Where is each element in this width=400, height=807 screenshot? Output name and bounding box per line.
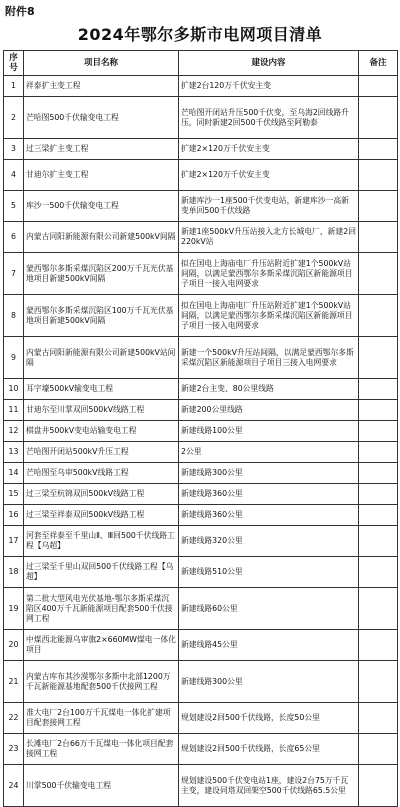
row-remark <box>359 160 398 191</box>
row-content: 新建线路60公里 <box>179 588 359 630</box>
row-remark <box>359 484 398 505</box>
row-name: 过三梁至祥泰双回500kV线路工程 <box>24 505 179 526</box>
attachment-label: 附件8 <box>5 5 35 18</box>
row-remark <box>359 295 398 337</box>
page-title: 2024年鄂尔多斯市电网项目清单 <box>77 25 323 44</box>
row-seq: 23 <box>4 734 24 765</box>
table-row <box>4 442 398 463</box>
table-row <box>4 557 398 588</box>
table-row <box>4 588 398 630</box>
row-remark <box>359 337 398 379</box>
row-remark <box>359 191 398 222</box>
table-row <box>4 76 398 97</box>
row-content: 新建线路100公里 <box>179 421 359 442</box>
row-remark <box>359 139 398 160</box>
row-seq: 15 <box>4 484 24 505</box>
row-remark <box>359 463 398 484</box>
row-seq: 17 <box>4 526 24 557</box>
row-name: 过三梁至杭锦双回500kV线路工程 <box>24 484 179 505</box>
header-name: 项目名称 <box>24 51 179 76</box>
table-row <box>4 379 398 400</box>
row-seq: 21 <box>4 661 24 703</box>
row-content: 新建线路360公里 <box>179 505 359 526</box>
row-seq: 5 <box>4 191 24 222</box>
row-seq: 11 <box>4 400 24 421</box>
row-content: 新建库沙一1座500千伏变电站，新建库沙一高新变单回500千伏线路 <box>179 191 359 222</box>
header-remark: 备注 <box>359 51 398 76</box>
row-content: 新建2台主变、80公里线路 <box>179 379 359 400</box>
row-remark <box>359 526 398 557</box>
row-remark <box>359 661 398 703</box>
row-content: 规划建设500千伏变电站1座，建设2台75万千瓦主变，建设同塔双回架空500千伏线路65.5公里 <box>179 765 359 807</box>
table-row <box>4 734 398 765</box>
table-row <box>4 463 398 484</box>
table-row <box>4 295 398 337</box>
row-content: 拟在国电上海庙电厂升压站附近扩建1个500kV站间隔，以满足蒙西鄂尔多斯采煤沉陷区新能源项目子项目一接入电网要求 <box>179 295 359 337</box>
table-row <box>4 505 398 526</box>
row-name: 第二批大型风电光伏基地-鄂尔多斯采煤沉陷区400万千瓦新能源项目配套500千伏接网工程 <box>24 588 179 630</box>
table-row <box>4 661 398 703</box>
row-content: 新建线路360公里 <box>179 484 359 505</box>
table-row <box>4 421 398 442</box>
row-seq: 18 <box>4 557 24 588</box>
row-content: 新建线路300公里 <box>179 661 359 703</box>
row-content: 规划建设2回500千伏线路，长度65公里 <box>179 734 359 765</box>
row-seq: 6 <box>4 222 24 253</box>
row-remark <box>359 505 398 526</box>
table-row <box>4 630 398 661</box>
row-name: 芒哈图500千伏输变电工程 <box>24 97 179 139</box>
row-remark <box>359 379 398 400</box>
table-row <box>4 484 398 505</box>
header-seq: 序号 <box>4 51 24 76</box>
table-row <box>4 160 398 191</box>
project-table <box>3 50 398 807</box>
row-remark <box>359 253 398 295</box>
header-content: 建设内容 <box>179 51 359 76</box>
row-remark <box>359 442 398 463</box>
row-content: 新建一个500kV升压站间隔，以满足蒙西鄂尔多斯采煤沉陷区新能源项目子项目三接入电网要求 <box>179 337 359 379</box>
row-name: 川掌500千伏输变电工程 <box>24 765 179 807</box>
row-name: 芒哈图至乌审500kV线路工程 <box>24 463 179 484</box>
row-name: 过三梁至千里山双回500千伏线路工程【乌超】 <box>24 557 179 588</box>
row-name: 甘迪尔至川掌双回500kV线路工程 <box>24 400 179 421</box>
row-seq: 4 <box>4 160 24 191</box>
table-row <box>4 139 398 160</box>
row-content: 新建线路45公里 <box>179 630 359 661</box>
row-remark <box>359 222 398 253</box>
row-seq: 13 <box>4 442 24 463</box>
table-row <box>4 222 398 253</box>
row-seq: 3 <box>4 139 24 160</box>
row-name: 蒙西鄂尔多斯采煤沉陷区200万千瓦光伏基地项目新建500kV间隔 <box>24 253 179 295</box>
row-seq: 8 <box>4 295 24 337</box>
row-name: 内蒙古同阳新能源有限公司新建500kV站间隔 <box>24 337 179 379</box>
row-seq: 22 <box>4 703 24 734</box>
row-seq: 12 <box>4 421 24 442</box>
row-seq: 24 <box>4 765 24 807</box>
row-remark <box>359 588 398 630</box>
row-name: 内蒙古同阳新能源有限公司新建500kV间隔 <box>24 222 179 253</box>
row-name: 长滩电厂2台66万千瓦煤电一体化项目配套接网工程 <box>24 734 179 765</box>
row-remark <box>359 734 398 765</box>
table-row <box>4 765 398 807</box>
row-seq: 19 <box>4 588 24 630</box>
row-remark <box>359 557 398 588</box>
row-name: 耳字壕500kV输变电工程 <box>24 379 179 400</box>
row-remark <box>359 97 398 139</box>
row-content: 新建线路300公里 <box>179 463 359 484</box>
row-name: 库沙一500千伏输变电工程 <box>24 191 179 222</box>
row-seq: 10 <box>4 379 24 400</box>
row-content: 新建线路320公里 <box>179 526 359 557</box>
row-seq: 2 <box>4 97 24 139</box>
row-remark <box>359 630 398 661</box>
row-content: 芒哈图开闭站升压500千伏变，至乌海2回线路升压，同时新建2回500千伏线路至阿勒泰 <box>179 97 359 139</box>
row-name: 内蒙古库布其沙漠鄂尔多斯中北部1200万千瓦新能源基地配套500千伏接网工程 <box>24 661 179 703</box>
row-name: 棋盘井500kV变电站输变电工程 <box>24 421 179 442</box>
table-header-row <box>4 51 398 76</box>
row-seq: 1 <box>4 76 24 97</box>
row-content: 2公里 <box>179 442 359 463</box>
row-seq: 16 <box>4 505 24 526</box>
row-content: 拟在国电上海庙电厂升压站附近扩建1个500kV站间隔，以满足蒙西鄂尔多斯采煤沉陷区新能源项目子项目一接入电网要求 <box>179 253 359 295</box>
row-name: 祥泰扩主变工程 <box>24 76 179 97</box>
row-name: 河套至祥泰至千里山Ⅱ、Ⅲ回500千伏线路工程【乌超】 <box>24 526 179 557</box>
table-row <box>4 703 398 734</box>
row-content: 新建1座500kV升压站接入北方长城电厂，新建2回220kV站 <box>179 222 359 253</box>
row-name: 中煤西北能源乌审旗2×660MW煤电一体化项目 <box>24 630 179 661</box>
row-seq: 9 <box>4 337 24 379</box>
row-remark <box>359 400 398 421</box>
table-row <box>4 253 398 295</box>
table-row <box>4 97 398 139</box>
row-remark <box>359 421 398 442</box>
row-remark <box>359 765 398 807</box>
row-seq: 7 <box>4 253 24 295</box>
table-row <box>4 400 398 421</box>
row-content: 规划建设2回500千伏线路，长度50公里 <box>179 703 359 734</box>
row-content: 新建200公里线路 <box>179 400 359 421</box>
row-content: 扩建2×120万千伏安主变 <box>179 139 359 160</box>
row-content: 扩建2×120万千伏安主变 <box>179 160 359 191</box>
row-seq: 14 <box>4 463 24 484</box>
row-name: 蒙西鄂尔多斯采煤沉陷区100万千瓦光伏基地项目新建500kV间隔 <box>24 295 179 337</box>
row-seq: 20 <box>4 630 24 661</box>
table-row <box>4 526 398 557</box>
row-content: 扩建2台120万千伏安主变 <box>179 76 359 97</box>
table-row <box>4 337 398 379</box>
row-remark <box>359 703 398 734</box>
row-name: 芒哈图开闭站500kV升压工程 <box>24 442 179 463</box>
row-name: 准大电厂2台100万千瓦煤电一体化扩建项目配套接网工程 <box>24 703 179 734</box>
row-content: 新建线路510公里 <box>179 557 359 588</box>
row-remark <box>359 76 398 97</box>
row-name: 甘迪尔扩主变工程 <box>24 160 179 191</box>
row-name: 过三梁扩主变工程 <box>24 139 179 160</box>
table-row <box>4 191 398 222</box>
